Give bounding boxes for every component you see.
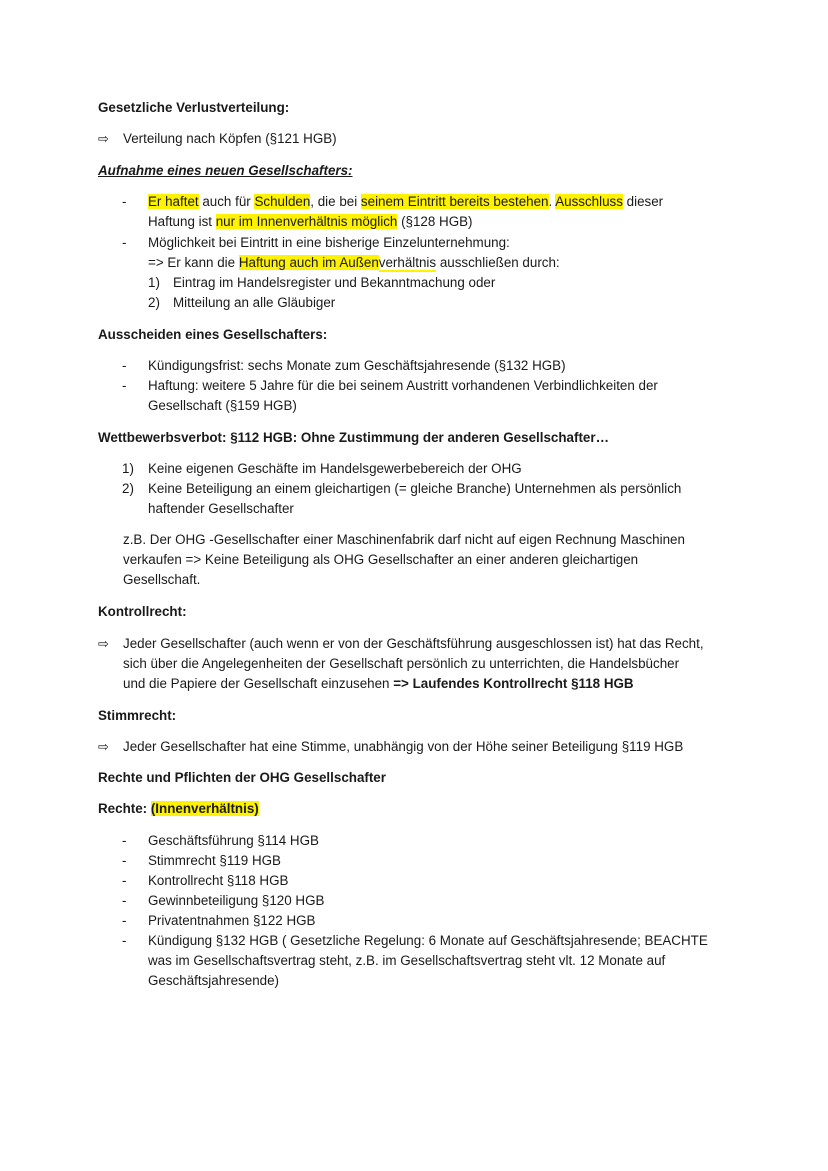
- dash-bullet: -: [122, 873, 127, 888]
- kontroll-line-2: sich über die Angelegenheiten der Gesellschaft persönlich zu unterrichten, die Handelsbücher: [123, 656, 680, 671]
- dash-bullet: -: [122, 378, 127, 393]
- arrow-icon: ⇨: [98, 636, 109, 651]
- rechte-item: Kündigung §132 HGB ( Gesetzliche Regelung: 6 Monate auf Geschäftsjahresende; BEACHTE: [148, 933, 708, 948]
- rechte-item: Privatentnahmen §122 HGB: [148, 913, 316, 928]
- highlight: Ausschluss: [555, 194, 623, 209]
- heading-rechte: Rechte: (Innenverhältnis): [98, 801, 259, 816]
- example-line-2: verkaufen => Keine Beteiligung als OHG Gesellschafter an einer anderen gleichartigen: [123, 552, 639, 567]
- ausscheiden-item-2-line-1: Haftung: weitere 5 Jahre für die bei seinem Austritt vorhandenen Verbindlichkeiten der: [148, 378, 658, 393]
- list-item: Keine eigenen Geschäfte im Handelsgewerbebereich der OHG: [148, 461, 522, 476]
- rechte-item: Gewinnbeteiligung §120 HGB: [148, 893, 325, 908]
- list-item: Keine Beteiligung an einem gleichartigen (= gleiche Branche) Unternehmen als persönlich: [148, 481, 682, 496]
- list-item-continuation: haftender Gesellschafter: [148, 501, 294, 516]
- dash-bullet: -: [122, 235, 127, 250]
- rechte-item-continuation: Geschäftsjahresende): [148, 973, 280, 988]
- aufnahme-item-1-line-2: Haftung ist nur im Innenverhältnis möglich (§128 HGB): [148, 214, 473, 229]
- highlight: seinem Eintritt bereits bestehen: [360, 194, 549, 209]
- list-number: 2): [148, 295, 160, 310]
- arrow-icon: ⇨: [98, 739, 109, 754]
- highlight: Schulden: [254, 194, 311, 209]
- highlight: (Innenverhältnis): [150, 801, 259, 816]
- dash-bullet: -: [122, 194, 127, 209]
- example-line-3: Gesellschaft.: [123, 572, 201, 587]
- list-number: 1): [148, 275, 160, 290]
- ausscheiden-item-2-line-2: Gesellschaft (§159 HGB): [148, 398, 297, 413]
- stimm-line: Jeder Gesellschafter hat eine Stimme, unabhängig von der Höhe seiner Beteiligung §119 HGB: [123, 739, 684, 754]
- dash-bullet: -: [122, 358, 127, 373]
- rechte-item: Stimmrecht §119 HGB: [148, 853, 281, 868]
- dash-bullet: -: [122, 833, 127, 848]
- highlight: nur im Innenverhältnis möglich: [215, 214, 398, 229]
- heading-rechte-pflichten: Rechte und Pflichten der OHG Gesellschafter: [98, 770, 386, 785]
- heading-kontrollrecht: Kontrollrecht:: [98, 604, 187, 619]
- aufnahme-item-1-line-1: Er haftet auch für Schulden, die bei seinem Eintritt bereits bestehen. Ausschluss dieser: [148, 194, 664, 209]
- highlight: Er haftet: [148, 194, 199, 209]
- dash-bullet: -: [122, 893, 127, 908]
- dash-bullet: -: [122, 913, 127, 928]
- list-number: 2): [122, 481, 134, 496]
- ausscheiden-item-1: Kündigungsfrist: sechs Monate zum Geschäftsjahresende (§132 HGB): [148, 358, 566, 373]
- verlust-item: Verteilung nach Köpfen (§121 HGB): [123, 131, 337, 146]
- heading-aufnahme: Aufnahme eines neuen Gesellschafters:: [98, 163, 353, 178]
- arrow-icon: ⇨: [98, 131, 109, 146]
- rechte-item: Kontrollrecht §118 HGB: [148, 873, 289, 888]
- list-number: 1): [122, 461, 134, 476]
- list-item: Mitteilung an alle Gläubiger: [173, 295, 336, 310]
- kontroll-line-1: Jeder Gesellschafter (auch wenn er von der Geschäftsführung ausgeschlossen ist) hat das Recht,: [123, 636, 704, 651]
- kontroll-line-3: und die Papiere der Gesellschaft einzusehen => Laufendes Kontrollrecht §118 HGB: [123, 676, 634, 691]
- heading-wettbewerbsverbot: Wettbewerbsverbot: §112 HGB: Ohne Zustimmung der anderen Gesellschafter…: [98, 430, 609, 445]
- dash-bullet: -: [122, 853, 127, 868]
- heading-stimmrecht: Stimmrecht:: [98, 708, 177, 723]
- rechte-item-continuation: was im Gesellschaftsvertrag steht, z.B. im Gesellschaftsvertrag steht vlt. 12 Monate auf: [148, 953, 666, 968]
- aufnahme-item-2-line-2: => Er kann die Haftung auch im Außenverhältnis ausschließen durch:: [148, 255, 560, 270]
- list-item: Eintrag im Handelsregister und Bekanntmachung oder: [173, 275, 496, 290]
- example-line-1: z.B. Der OHG -Gesellschafter einer Maschinenfabrik darf nicht auf eigen Rechnung Maschinen: [123, 532, 685, 547]
- rechte-item: Geschäftsführung §114 HGB: [148, 833, 319, 848]
- aufnahme-item-2-line-1: Möglichkeit bei Eintritt in eine bisherige Einzelunternehmung:: [148, 235, 510, 250]
- highlight: Haftung auch im Außen: [238, 255, 379, 270]
- dash-bullet: -: [122, 933, 127, 948]
- heading-ausscheiden: Ausscheiden eines Gesellschafters:: [98, 327, 328, 342]
- heading-verlustverteilung: Gesetzliche Verlustverteilung:: [98, 100, 290, 115]
